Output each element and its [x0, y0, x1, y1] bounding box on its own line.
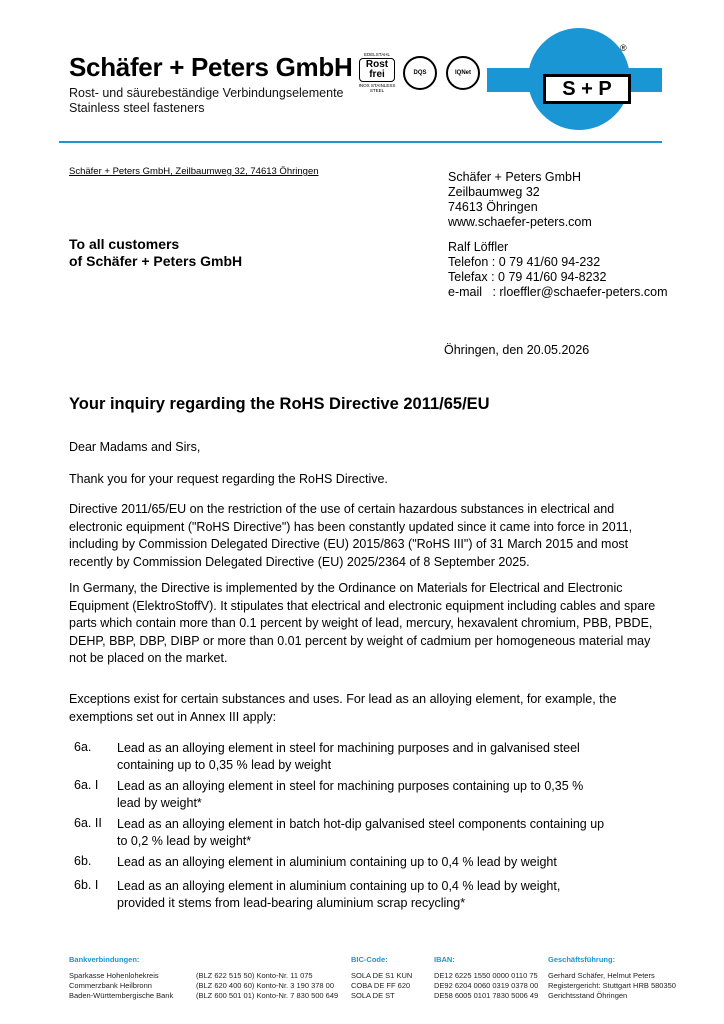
badge-rost-top-text: EDELSTAHL	[364, 52, 390, 57]
contact-person-block	[448, 240, 667, 300]
iban: DE58 6005 0101 7830 5006 49	[434, 991, 539, 1000]
rostfrei-badge	[356, 52, 398, 100]
exemption-text: Lead as an alloying element in aluminium containing up to 0,4 % lead by weight, provided it stems from lead-bearing aluminium scrap recycling*	[117, 879, 561, 910]
management-line: Registergericht: Stuttgart HRB 580350	[548, 981, 676, 990]
header-divider	[59, 141, 662, 143]
dqs-certification-badge	[403, 56, 437, 90]
exemption-text: Lead as an alloying element in aluminium containing up to 0,4 % lead by weight	[117, 855, 557, 869]
registered-trademark: ®	[620, 43, 627, 53]
bank-name: Baden-Württembergische Bank	[69, 991, 174, 1000]
exemption-text: Lead as an alloying element in steel for machining purposes and in galvanised steel containing up to 0,35 % lead by weight	[117, 741, 580, 772]
footer-accounts	[196, 971, 338, 1001]
letter-subject: Your inquiry regarding the RoHS Directive 2011/65/EU	[69, 395, 490, 413]
bic-code: COBA DE FF 620	[351, 981, 411, 990]
contact-fax: Telefax : 0 79 41/60 94-8232	[448, 270, 607, 284]
letter-date: Öhringen, den 20.05.2026	[444, 343, 590, 357]
bank-account: (BLZ 620 400 60) Konto-Nr. 3 190 378 00	[196, 981, 335, 990]
contact-name: Ralf Löffler	[448, 240, 509, 254]
footer-ibans	[434, 971, 538, 1001]
bic-code: SOLA DE ST	[351, 991, 395, 1000]
body-paragraph: In Germany, the Directive is implemented by the Ordinance on Materials for Electrical and Electronic Equipment (ElektroStoffV). It stipulates that electrical and electronic equipment including cables and spare parts which contain more than 0.1 percent by weight of lead, mercury, hexavalent chromium, PBB, PBDE, DEHP, BBP, DBP, DIBP or more than 0.01 percent by weight of cadmium per homogeneous material may not be placed on the market.	[69, 581, 656, 665]
recipient-line: of Schäfer + Peters GmbH	[69, 253, 243, 269]
sender-return-address: Schäfer + Peters GmbH, Zeilbaumweg 32, 74613 Öhringen	[69, 166, 319, 177]
iban: DE12 6225 1550 0000 0110 75	[434, 971, 538, 980]
body-paragraph: Directive 2011/65/EU on the restriction of the use of certain hazardous substances in electrical and electronic equipment ("RoHS Directive") has been constantly updated since it came into force in 2011, including by Commission Delegated Directive (EU) 2015/863 ("RoHS III") of 31 March 2015 and most recently by Commission Delegated Directive (EU) 2025/2364 of 8 September 2025.	[69, 502, 633, 569]
exemption-code: 6a.	[74, 740, 92, 754]
footer-iban-heading: IBAN:	[434, 955, 455, 964]
company-tagline-en: Stainless steel fasteners	[69, 101, 205, 115]
website-link[interactable]: www.schaefer-peters.com	[448, 215, 592, 229]
exemption-code: 6a. II	[74, 816, 102, 830]
badge-rost-main-text: Rost frei	[359, 58, 395, 82]
footer-management-heading: Geschäftsführung:	[548, 955, 616, 964]
exemption-code: 6a. I	[74, 778, 99, 792]
address-line: Zeilbaumweg 32	[448, 185, 540, 199]
contact-email[interactable]: e-mail : rloeffler@schaefer-peters.com	[448, 285, 668, 299]
exemption-code: 6b.	[74, 854, 92, 868]
bic-code: SOLA DE S1 KUN	[351, 971, 413, 980]
company-logo: S + P	[543, 74, 631, 104]
salutation: Dear Madams and Sirs,	[69, 440, 201, 454]
bank-account: (BLZ 600 501 01) Konto-Nr. 7 830 500 649	[196, 991, 339, 1000]
badge-dq-text: DQS	[413, 70, 427, 76]
management-line: Gerhard Schäfer, Helmut Peters	[548, 971, 655, 980]
footer-bic-heading: BIC-Code:	[351, 955, 388, 964]
company-tagline-de: Rost- und säurebeständige Verbindungselemente	[69, 86, 344, 100]
footer-banks	[69, 971, 173, 1001]
iban: DE92 6204 0060 0319 0378 00	[434, 981, 539, 990]
body-paragraph: Exceptions exist for certain substances and uses. For lead as an alloying element, for example, the exemptions set out in Annex III apply:	[69, 692, 617, 724]
management-line: Gerichtsstand Öhringen	[548, 991, 628, 1000]
body-paragraph: Thank you for your request regarding the RoHS Directive.	[69, 472, 388, 486]
badge-rost-bottom-text: INOX STAINLESS STEEL	[358, 83, 396, 93]
company-name: Schäfer + Peters GmbH	[69, 52, 353, 82]
recipient-line: To all customers	[69, 236, 180, 252]
contact-phone: Telefon : 0 79 41/60 94-232	[448, 255, 601, 269]
bank-name: Commerzbank Heilbronn	[69, 981, 152, 990]
address-line: 74613 Öhringen	[448, 200, 538, 214]
iqnet-certification-badge	[446, 56, 480, 90]
recipient-block	[69, 236, 242, 270]
bank-name: Sparkasse Hohenlohekreis	[69, 971, 159, 980]
footer-bank-heading: Bankverbindungen:	[69, 955, 140, 964]
badge-iq-text: IQNet	[454, 70, 471, 76]
exemption-code: 6b. I	[74, 878, 99, 892]
exemption-text: Lead as an alloying element in batch hot-dip galvanised steel components containing up to 0,2 % lead by weight*	[117, 817, 605, 848]
footer-bics	[351, 971, 412, 1001]
exemption-text: Lead as an alloying element in steel for machining purposes containing up to 0,35 % lead by weight*	[117, 779, 584, 810]
address-line: Schäfer + Peters GmbH	[448, 170, 582, 184]
footer-management	[548, 971, 676, 1001]
bank-account: (BLZ 622 515 50) Konto-Nr. 11 075	[196, 971, 313, 980]
company-address-block	[448, 170, 592, 230]
